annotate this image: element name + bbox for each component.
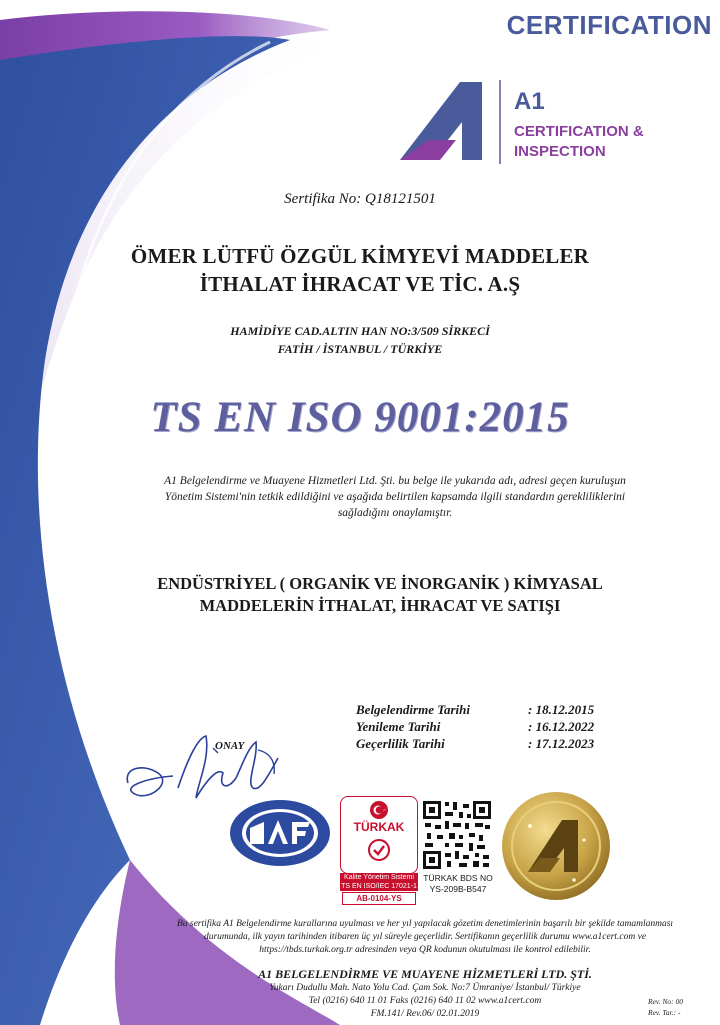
turkak-scheme-line-1: Kalite Yönetim Sistemi — [344, 874, 414, 881]
scope-line-1: ENDÜSTRİYEL ( ORGANİK VE İNORGANİK ) KİMYASAL — [157, 574, 603, 593]
turkak-name: TÜRKAK — [353, 820, 405, 834]
company-name-line-2: İTHALAT İHRACAT VE TİC. A.Ş — [199, 272, 521, 296]
issuer-name: A1 BELGELENDİRME VE MUAYENE HİZMETLERİ LTD. ŞTİ. — [258, 967, 592, 981]
footer-note-line-1: Bu sertifika A1 Belgelendirme kurallarına uyulması ve her yıl yapılacak gözetim denetimlerinin başarılı bir şekilde tamamlanması — [176, 919, 674, 929]
company-address-line-1: HAMİDİYE CAD.ALTIN HAN NO:3/509 SİRKECİ — [230, 324, 490, 338]
statement-line-3: sağladığını onaylamıştır. — [337, 507, 453, 519]
logo-line-2: INSPECTION — [514, 143, 606, 160]
date-label-renewal: Yenileme Tarihi — [356, 719, 441, 734]
approval-label: ONAY — [215, 740, 245, 752]
qr-caption-line-2: YS-209B-B547 — [429, 884, 487, 894]
form-number: FM.141/ Rev.06/ 02.01.2019 — [370, 1009, 480, 1019]
qr-code — [422, 800, 492, 870]
revision-date: Rev. Tar.: - — [648, 1008, 681, 1017]
footer-note-line-2: durumunda, ilk yayın tarihinden itibaren üç yıl süreyle geçerlidir. Sertifikanın geçerlilik durumu www.a1cert.com ve — [203, 932, 647, 942]
turkak-badge-frame — [340, 796, 418, 874]
logo-divider — [499, 80, 501, 164]
certification-heading: CERTIFICATION — [506, 10, 712, 40]
logo-brand: A1 — [514, 88, 545, 115]
turkak-scheme-line-2: TS EN ISO/IEC 17021-1 — [341, 883, 417, 890]
date-label-issue: Belgelendirme Tarihi — [356, 702, 470, 717]
revision-number: Rev. No: 00 — [648, 997, 684, 1006]
date-value-issue: : 18.12.2015 — [528, 702, 595, 717]
issuer-address: Yukarı Dudullu Mah. Nato Yolu Cad. Çam Sok. No:7 Ümraniye/ İstanbul/ Türkiye — [269, 983, 581, 993]
qr-caption-line-1: TÜRKAK BDS NO — [423, 873, 493, 883]
turkak-badge — [340, 796, 418, 906]
logo-line-1: CERTIFICATION & — [514, 123, 644, 140]
check-icon — [368, 839, 390, 861]
issuer-contact: Tel (0216) 640 11 01 Faks (0216) 640 11 02 www.a1cert.com — [308, 996, 542, 1006]
scope-line-2: MADDELERİN İTHALAT, İHRACAT VE SATIŞI — [199, 596, 561, 615]
company-address-line-2: FATİH / İSTANBUL / TÜRKİYE — [277, 342, 443, 356]
date-value-validity: : 17.12.2023 — [528, 736, 595, 751]
turkish-flag-icon — [367, 801, 391, 819]
footer-note-line-3: https://tbds.turkak.org.tr adresinden veya QR kodunun okutulması ile kontrol edilebilir. — [259, 945, 591, 955]
certificate-number: Sertifika No: Q18121501 — [284, 191, 436, 207]
signature-image — [118, 728, 288, 808]
statement-line-1: A1 Belgelendirme ve Muayene Hizmetleri Ltd. Şti. bu belge ile yukarıda adı, adresi geçen kuruluşun — [164, 475, 626, 487]
date-value-renewal: : 16.12.2022 — [528, 719, 595, 734]
statement-line-2: Yönetim Sistemi'nin tetkik edildiğini ve aşağıda belirtilen kapsamda ilgili standardın gerekliliklerini — [164, 491, 626, 503]
standard-title: TS EN ISO 9001:2015 — [150, 394, 570, 441]
turkak-accreditation-code: AB-0104-YS — [342, 892, 416, 905]
turkak-scheme — [340, 873, 418, 891]
a1-logo-mark — [398, 80, 498, 162]
company-name-line-1: ÖMER LÜTFÜ ÖZGÜL KİMYEVİ MADDELER — [130, 244, 590, 268]
iaf-mla-logo — [228, 798, 332, 868]
hologram-seal — [500, 790, 612, 902]
date-label-validity: Geçerlilik Tarihi — [356, 736, 445, 751]
